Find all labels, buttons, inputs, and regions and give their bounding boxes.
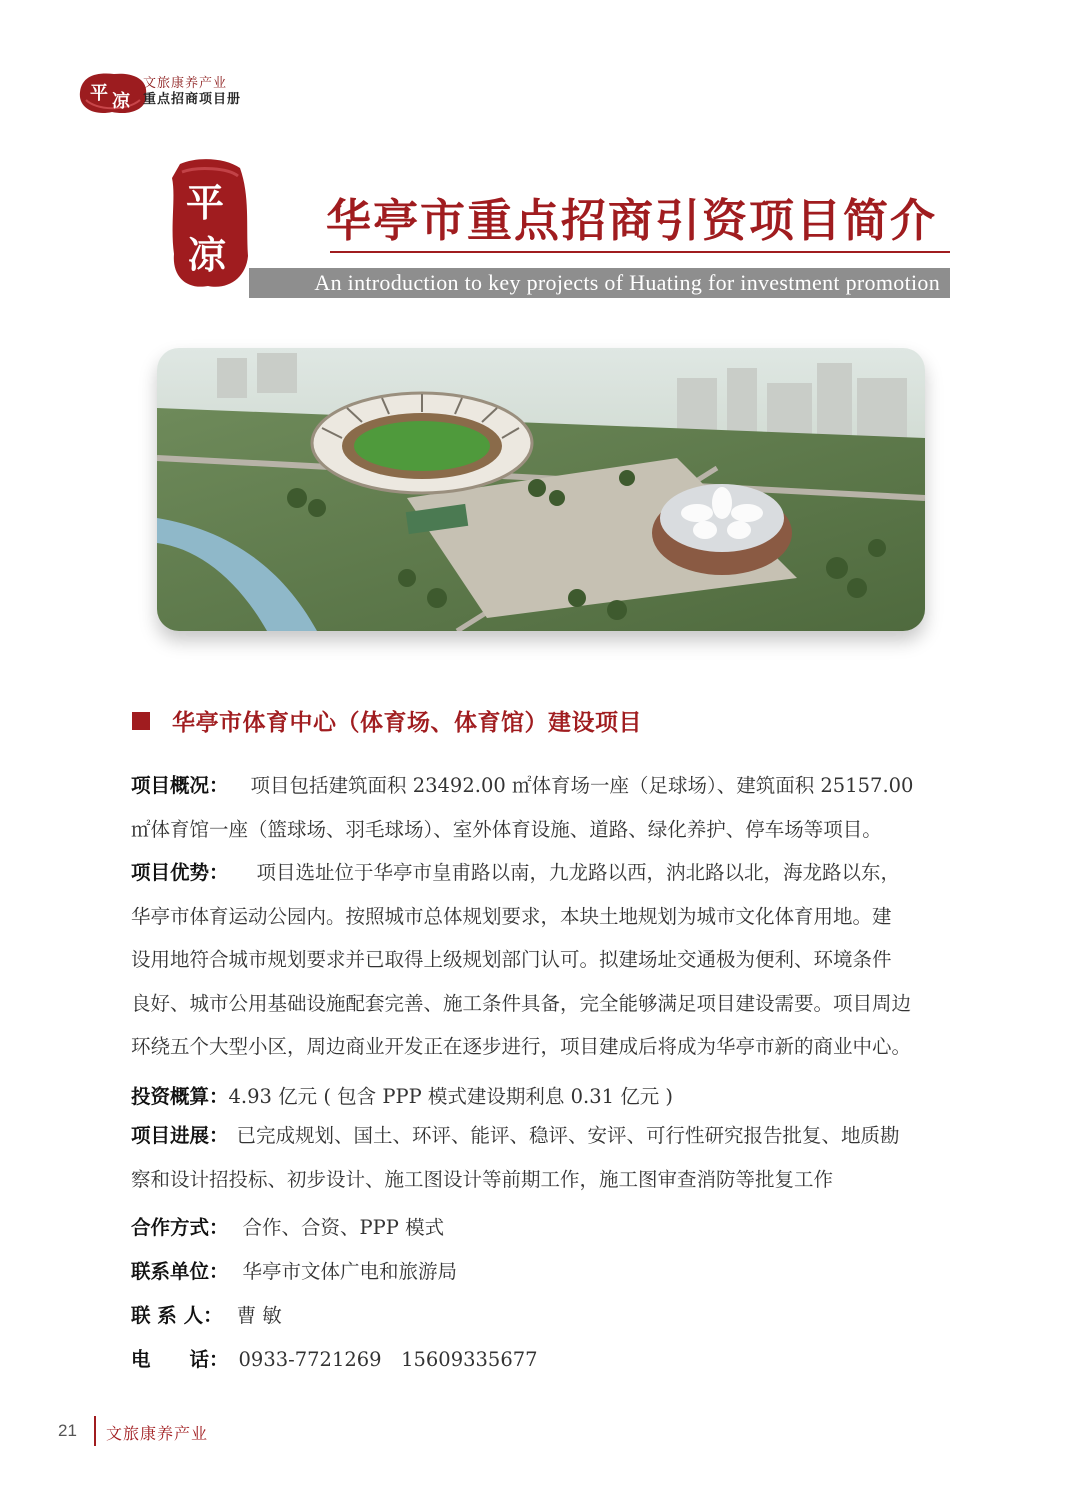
phone-row	[131, 1344, 538, 1372]
investment-value: 4.93 亿元 ( 包含 PPP 模式建设期利息 0.31 亿元 )	[228, 1085, 674, 1108]
phone-value: 0933-7721269 15609335677	[238, 1348, 538, 1371]
cooperation-value: 合作、合资、PPP 模式	[242, 1216, 445, 1239]
advantage-line5: 环绕五个大型小区，周边商业开发正在逐步进行，项目建成后将成为华亭市新的商业中心。	[131, 1035, 912, 1058]
progress-label: 项目进展：	[131, 1124, 229, 1147]
cooperation-row	[131, 1212, 444, 1240]
overview-line2: ㎡体育馆一座（篮球场、羽毛球场）、室外体育设施、道路、绿化养护、停车场等项目。	[131, 817, 882, 841]
section-title: 华亭市体育中心（体育场、体育馆）建设项目	[172, 709, 642, 736]
advantage-line4: 良好、城市公用基础设施配套完善、施工条件具备，完全能够满足项目建设需要。项目周边	[131, 991, 912, 1015]
advantage-label: 项目优势：	[131, 861, 229, 884]
title-divider	[330, 251, 950, 253]
svg-text:凉: 凉	[188, 232, 227, 277]
page-title: 华亭市重点招商引资项目简介	[326, 194, 938, 247]
advantage-line2: 华亭市体育运动公园内。按照城市总体规划要求，本块土地规划为城市文化体育用地。建	[131, 904, 892, 928]
section-bullet	[132, 712, 150, 730]
advantage-line1: 项目选址位于华亭市皇甫路以南，九龙路以西，汭北路以北，海龙路以东，	[256, 861, 901, 884]
header-line2: 重点招商项目册	[143, 92, 242, 108]
contact-unit-value: 华亭市文体广电和旅游局	[242, 1260, 458, 1283]
contact-unit-label: 联系单位：	[131, 1260, 229, 1283]
svg-text:平: 平	[186, 180, 225, 225]
progress-line1: 已完成规划、国土、环评、能评、稳评、安评、可行性研究报告批复、地质勘	[236, 1124, 900, 1147]
header-seal-logo	[76, 70, 150, 116]
progress-line2: 察和设计招投标、初步设计、施工图设计等前期工作，施工图审查消防等批复工作	[131, 1167, 834, 1191]
footer-divider	[94, 1416, 96, 1446]
investment-row	[131, 1081, 673, 1109]
contact-person-label: 联 系 人：	[131, 1304, 223, 1327]
stadium-aerial-image	[157, 348, 925, 631]
contact-person-value: 曹 敏	[236, 1304, 282, 1327]
overview-label: 项目概况：	[131, 774, 229, 797]
footer-text: 文旅康养产业	[106, 1424, 209, 1443]
cooperation-label: 合作方式：	[131, 1216, 229, 1239]
header-line1: 文旅康养产业	[143, 76, 228, 91]
page-subtitle: An introduction to key projects of Huating for investment promotion	[249, 268, 950, 298]
overview-line1: 项目包括建筑面积 23492.00 ㎡体育场一座（足球场）、建筑面积 25157.00	[250, 774, 914, 797]
pingliang-seal	[168, 156, 250, 290]
progress-paragraph	[131, 1114, 951, 1201]
contact-unit-row	[131, 1256, 457, 1284]
investment-label: 投资概算：	[131, 1085, 229, 1108]
svg-text:平: 平	[90, 83, 108, 104]
svg-text:凉: 凉	[112, 91, 130, 112]
phone-label: 电 话：	[131, 1348, 229, 1371]
header-text	[143, 76, 241, 109]
page-number: 21	[58, 1421, 77, 1440]
overview-paragraph	[131, 764, 951, 851]
contact-person-row	[131, 1300, 282, 1328]
advantage-paragraph	[131, 851, 951, 1069]
advantage-line3: 设用地符合城市规划要求并已取得上级规划部门认可。拟建场址交通极为便利、环境条件	[131, 948, 892, 971]
